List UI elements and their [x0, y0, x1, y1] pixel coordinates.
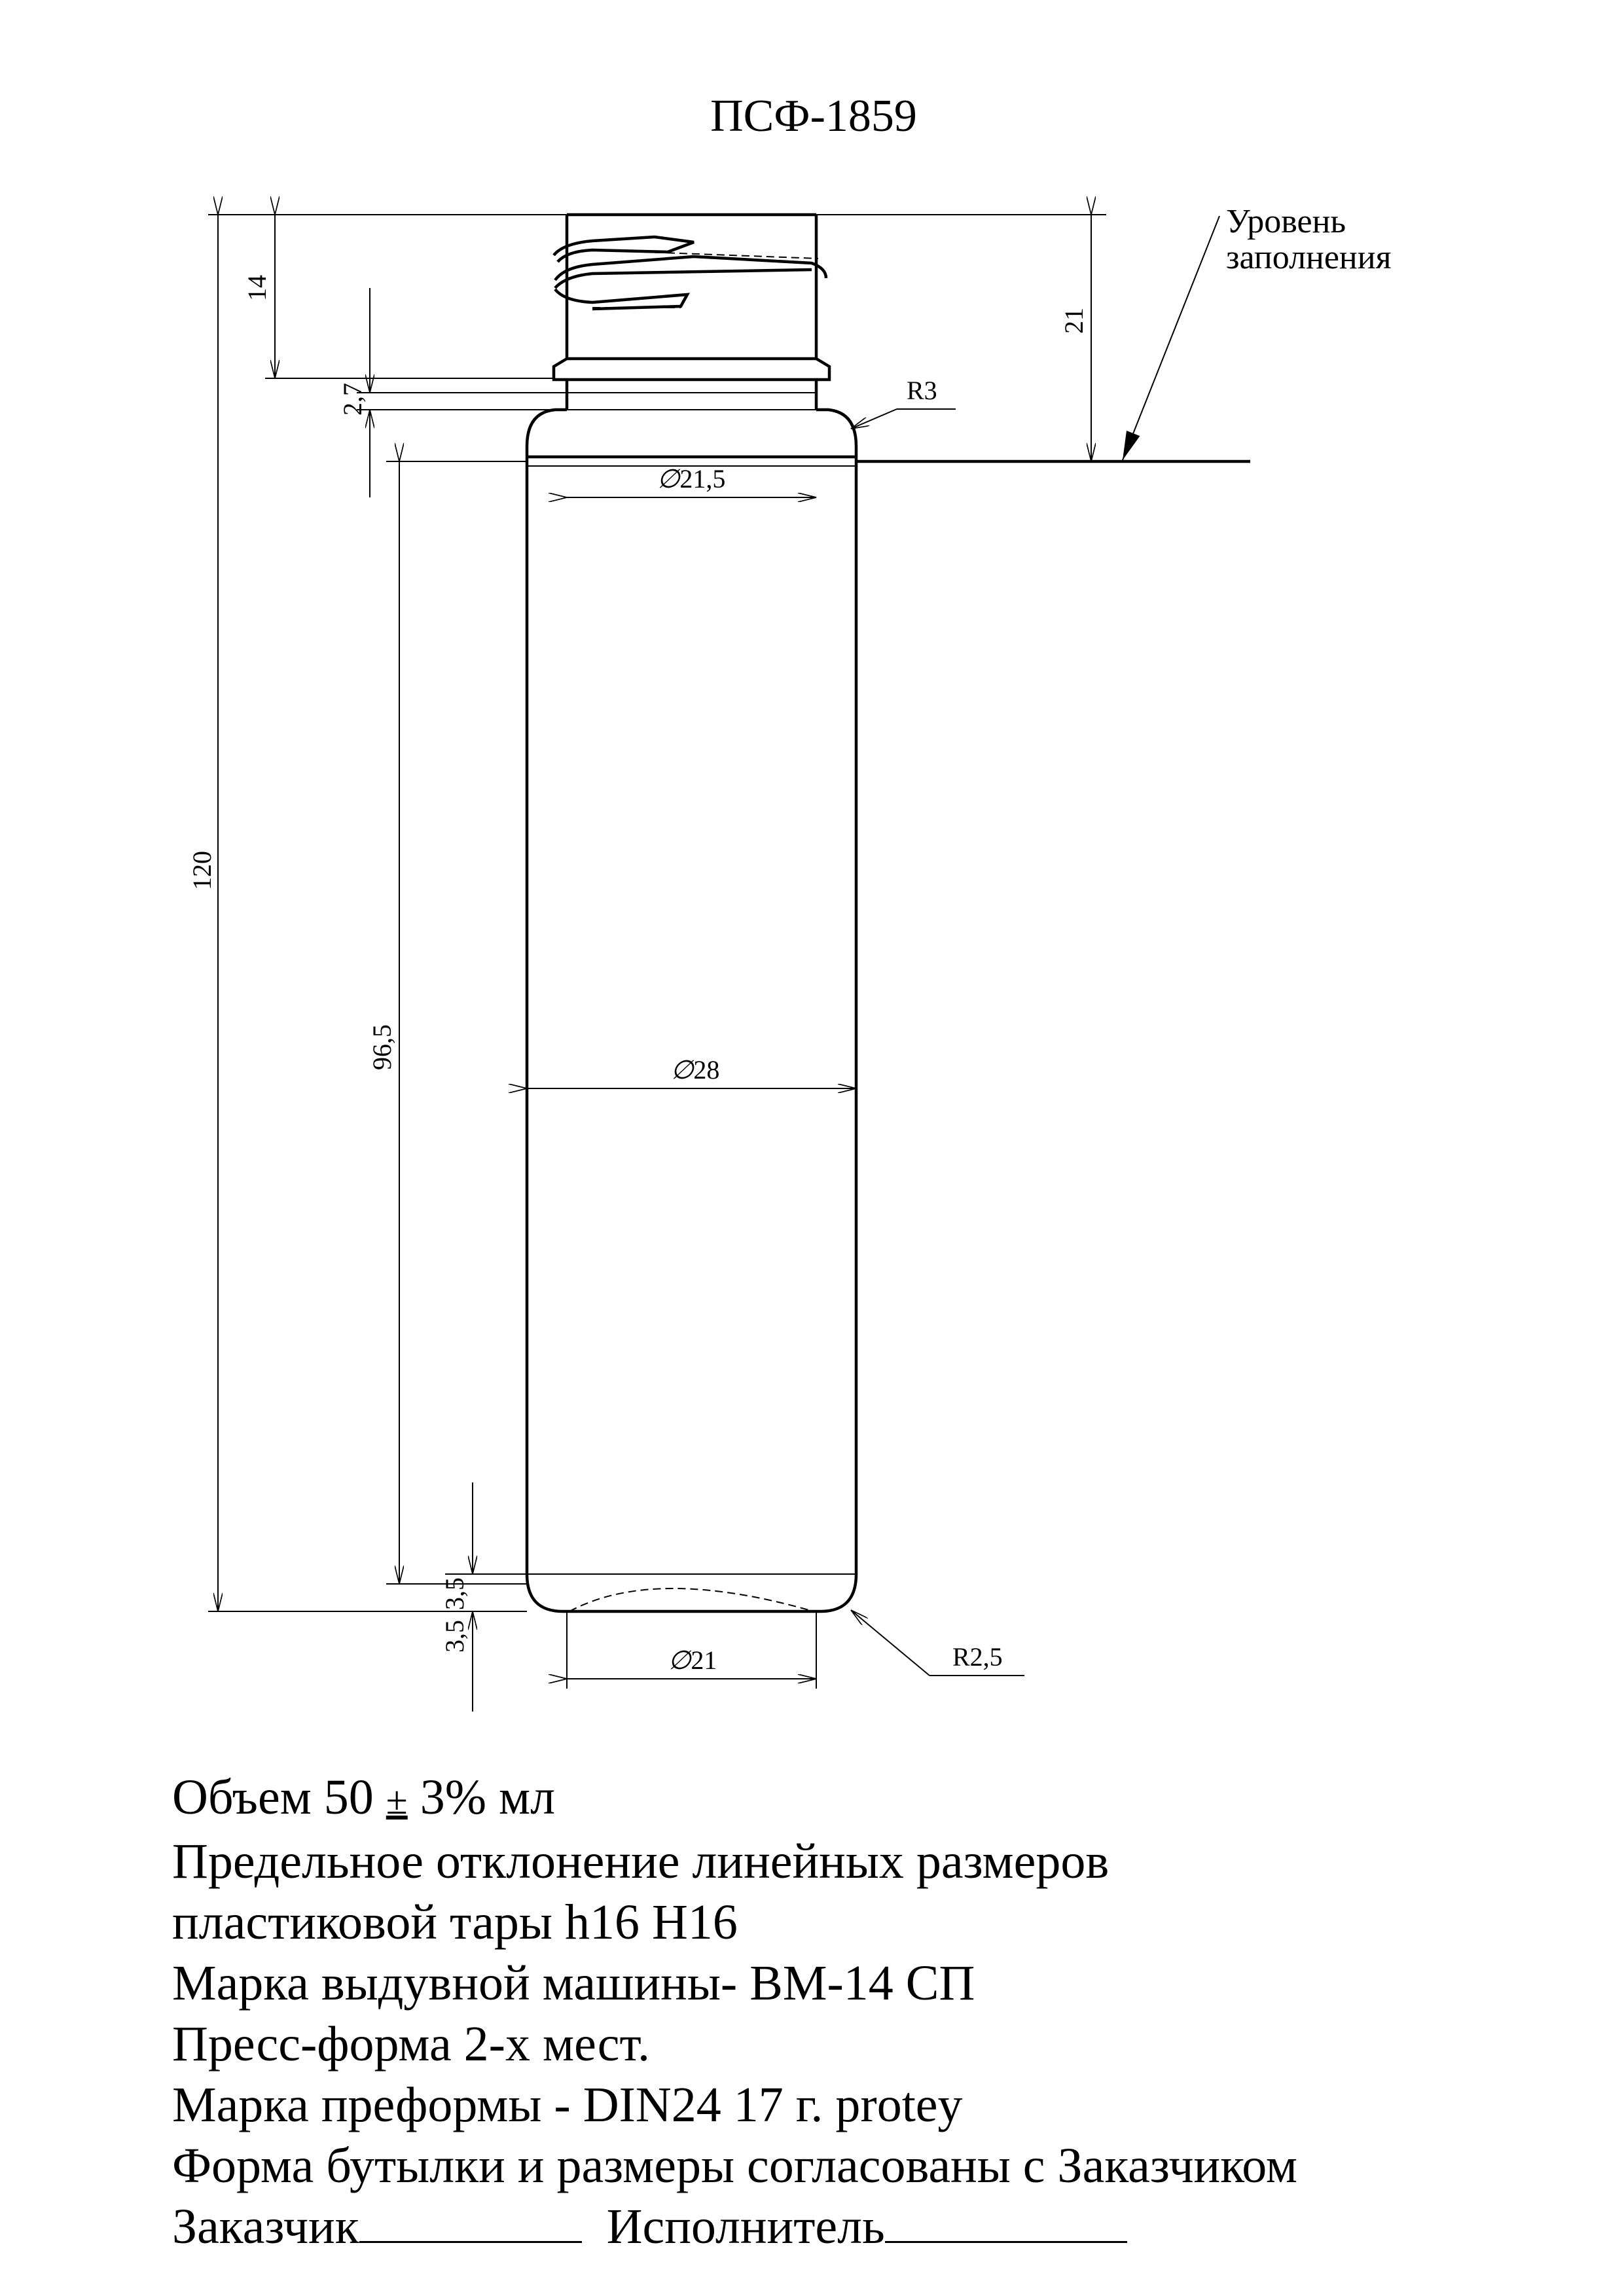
dim-base-diameter-value: 21 — [691, 1645, 717, 1675]
dim-base-radius — [851, 1610, 1024, 1676]
customer-signature-blank — [359, 2198, 582, 2243]
dim-base-depth-top-value: 3,5 — [440, 1577, 469, 1610]
dim-neck-diameter-value: 21,5 — [679, 464, 726, 493]
note-agreement: Форма бутылки и размеры согласованы с Заказчиком — [172, 2138, 1297, 2193]
neck-thread — [554, 237, 826, 309]
svg-text:∅28 — [671, 1055, 720, 1085]
diameter-symbol: ∅ — [670, 1055, 694, 1085]
dim-body-diameter-value: 28 — [693, 1055, 720, 1085]
note-mold: Пресс-форма 2-х мест. — [172, 2017, 650, 2072]
fill-level-label-line1: Уровень — [1226, 203, 1346, 240]
dim-neck-height-value: 14 — [242, 275, 272, 301]
svg-text:∅21 — [668, 1645, 717, 1675]
drawing-title: ПСФ-1859 — [710, 91, 917, 141]
dim-base-depth-bottom-value: 3,5 — [440, 1620, 469, 1653]
dim-body-diameter — [527, 1055, 856, 1088]
diameter-symbol: ∅ — [668, 1645, 691, 1675]
extension-lines — [208, 215, 1106, 1689]
dim-total-height-value: 120 — [187, 851, 217, 890]
note-machine: Марка выдувной машины- ВМ-14 СП — [172, 1956, 975, 2011]
volume-value: Объем 50 — [172, 1770, 374, 1825]
fill-level-leader — [1123, 216, 1219, 460]
dim-fill-depth — [1059, 215, 1091, 461]
svg-text:∅21,5 — [657, 464, 726, 493]
customer-label: Заказчик — [172, 2199, 359, 2254]
note-volume — [172, 1767, 1547, 1831]
dim-neck-height — [242, 215, 275, 378]
specification-notes — [172, 1767, 1547, 2257]
fill-level-label-line2: заполнения — [1226, 239, 1392, 276]
dim-shoulder-radius-value: R3 — [907, 376, 937, 405]
contractor-label: Исполнитель — [606, 2199, 885, 2254]
dim-support-ring-value: 2,7 — [338, 383, 367, 416]
dim-body-height — [367, 461, 399, 1584]
note-signatures — [172, 2197, 1547, 2257]
diameter-symbol: ∅ — [657, 464, 680, 493]
contractor-signature-blank — [885, 2198, 1127, 2243]
dim-body-height-value: 96,5 — [367, 1024, 397, 1070]
dim-base-depth — [440, 1482, 473, 1712]
bottle-outline — [527, 215, 856, 1611]
volume-tolerance-sign: ± — [386, 1779, 408, 1822]
note-preform: Марка преформы - DIN24 17 г. protey — [172, 2077, 963, 2132]
dim-total-height — [187, 215, 218, 1611]
volume-unit: 3% мл — [420, 1770, 556, 1825]
note-deviation-line2: пластиковой тары h16 H16 — [172, 1895, 738, 1950]
dim-shoulder-radius — [851, 376, 956, 429]
dim-support-ring — [338, 288, 370, 497]
dim-base-radius-value: R2,5 — [952, 1642, 1003, 1672]
dim-base-diameter — [567, 1645, 816, 1679]
note-deviation-line1: Предельное отклонение линейных размеров — [172, 1834, 1110, 1889]
dim-neck-diameter — [567, 464, 816, 497]
dim-fill-depth-value: 21 — [1059, 308, 1089, 334]
